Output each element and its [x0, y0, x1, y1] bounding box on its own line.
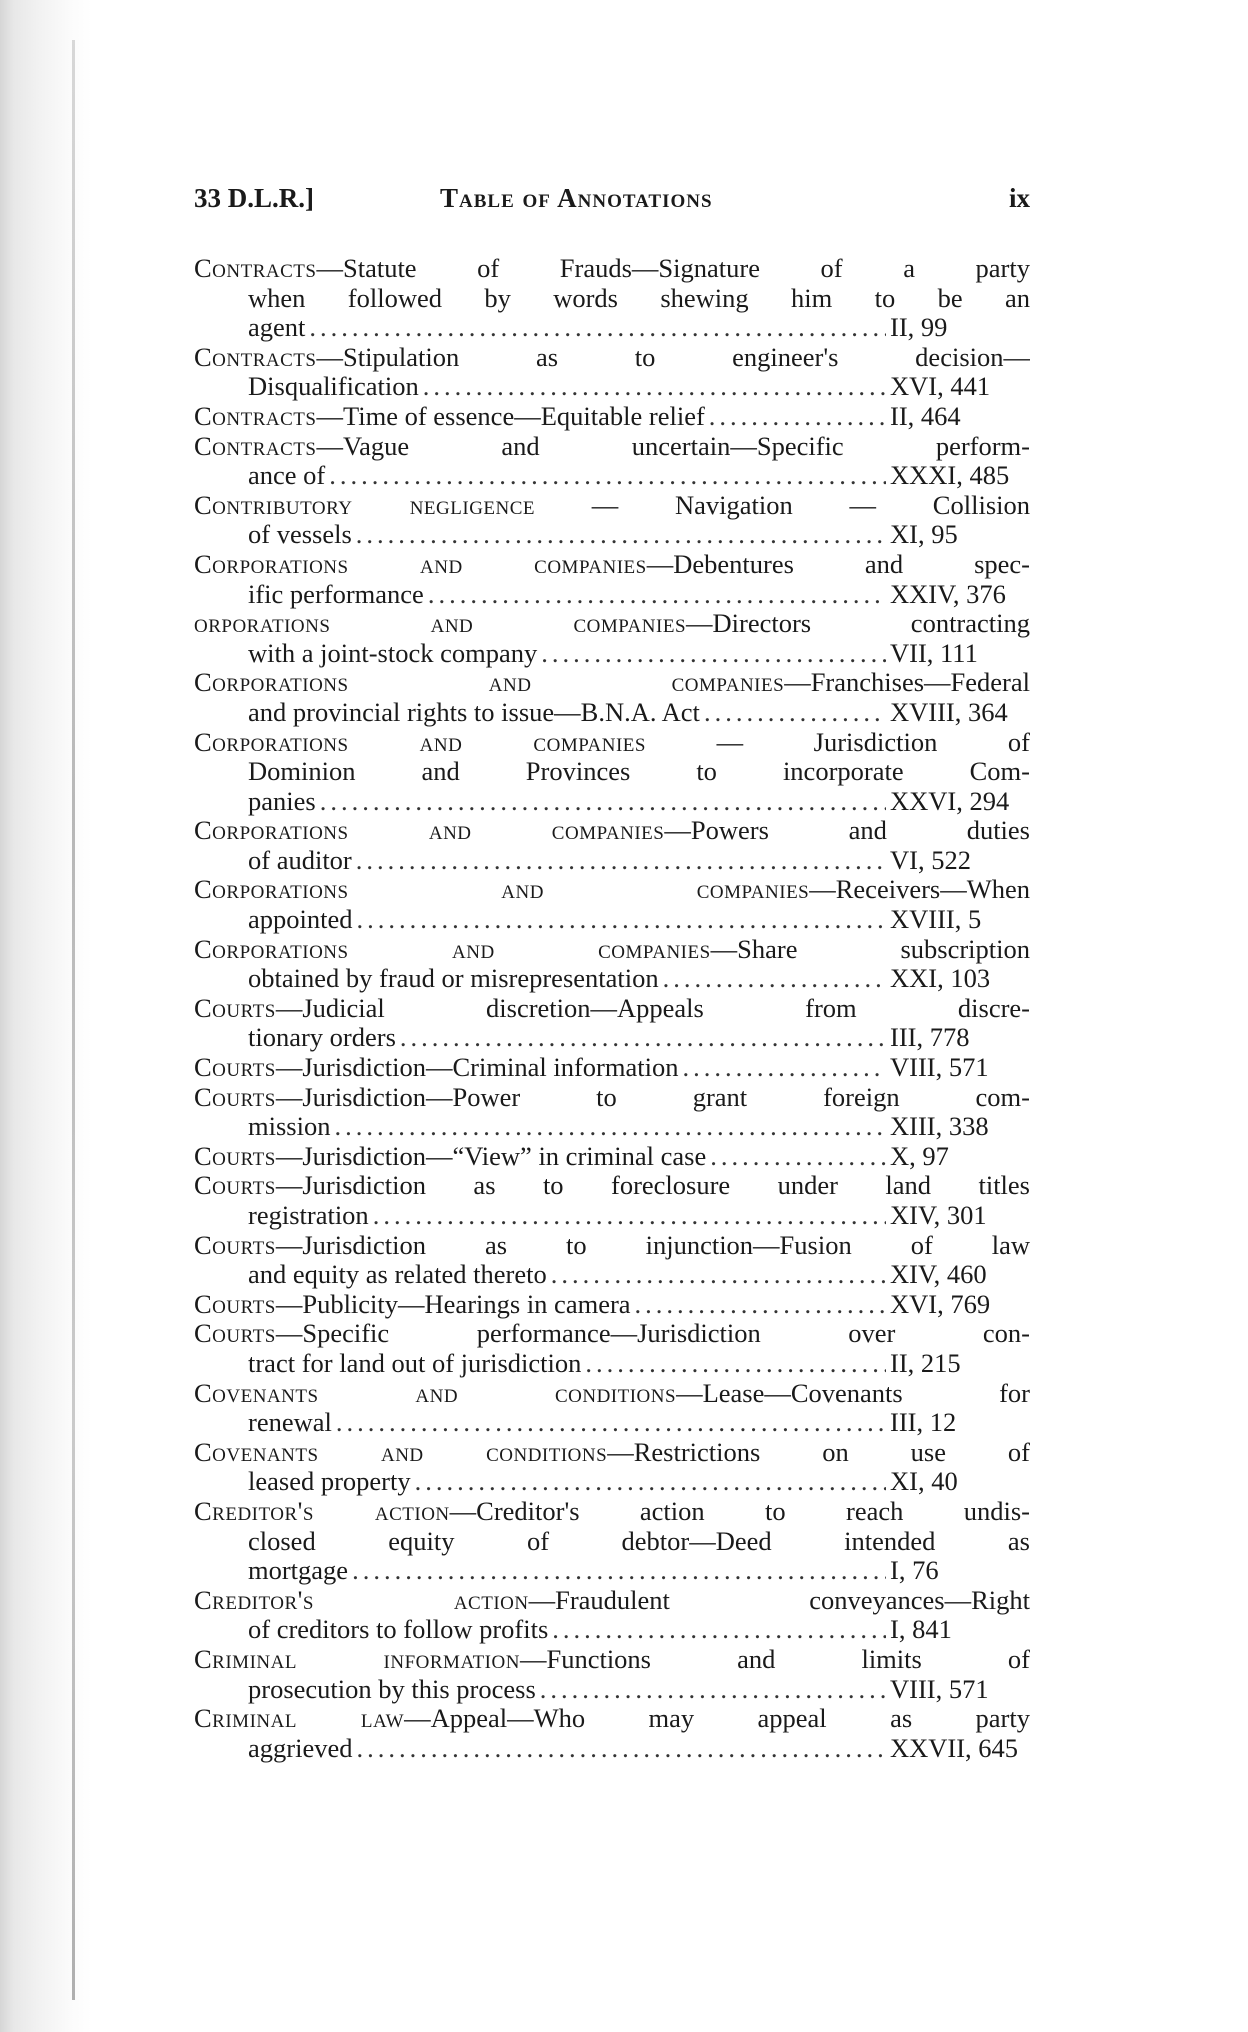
volume-page-reference: XXVI, 294	[890, 786, 1010, 816]
annotation-list	[194, 254, 1030, 1763]
entry-heading: Courts	[194, 1141, 276, 1171]
entry-text	[248, 639, 537, 669]
entry-line	[194, 1645, 1030, 1675]
entry-subject: and equity as related thereto	[248, 1260, 547, 1290]
volume-page-reference: XVIII, 364	[890, 697, 1008, 727]
entry-subject: — Jurisdiction of	[645, 727, 1030, 757]
entry-text	[248, 372, 419, 402]
entry-line	[194, 1438, 1030, 1468]
entry-subject: ance of	[248, 461, 326, 491]
volume-page-reference: I, 841	[890, 1615, 952, 1645]
entry-subject: —Judicial discretion—Appeals from discre-	[275, 993, 1030, 1023]
volume-page-reference: III, 12	[890, 1408, 957, 1438]
entry-heading: Courts	[194, 993, 276, 1023]
entry-heading: Corporations and companies	[194, 549, 647, 579]
entry-subject: —Time of essence—Equitable relief	[316, 401, 705, 431]
entry-text	[248, 1112, 330, 1142]
entry-text	[248, 1023, 396, 1053]
entry-text	[248, 1408, 332, 1438]
entry-line	[194, 1083, 1030, 1113]
annotation-entry	[194, 1231, 1030, 1290]
volume-page-reference: XXIV, 376	[890, 579, 1006, 609]
entry-line	[194, 254, 1030, 284]
volume-page-reference: XIV, 460	[890, 1260, 987, 1290]
entry-final-line	[194, 1260, 1030, 1290]
entry-subject: —Jurisdiction—Power to grant foreign com-	[275, 1082, 1030, 1112]
entry-subject: —Jurisdiction—“View” in criminal case	[275, 1141, 707, 1171]
annotation-entry	[194, 1142, 1030, 1172]
entry-final-line	[194, 964, 1030, 994]
dot-leader	[356, 1734, 886, 1764]
entry-heading: Contributory negligence	[194, 490, 536, 520]
entry-heading: Courts	[194, 1053, 276, 1083]
entry-final-line	[194, 1290, 1030, 1320]
entry-subject: —Publicity—Hearings in camera	[275, 1289, 631, 1319]
entry-line	[194, 284, 1030, 314]
entry-text	[248, 1201, 369, 1231]
entry-subject: —Functions and limits of	[519, 1644, 1030, 1674]
entry-final-line	[194, 1053, 1030, 1083]
annotation-entry	[194, 1083, 1030, 1142]
dot-leader	[356, 846, 886, 876]
entry-subject: mission	[248, 1112, 331, 1142]
entry-subject: panies	[248, 786, 316, 816]
dot-leader	[585, 1349, 886, 1379]
page-number: ix	[1008, 183, 1030, 213]
volume-page-reference: III, 778	[890, 1023, 970, 1053]
dot-leader	[320, 787, 886, 817]
entry-final-line	[194, 1023, 1030, 1053]
annotation-entry	[194, 1053, 1030, 1083]
entry-final-line	[194, 846, 1030, 876]
annotation-entry	[194, 1319, 1030, 1378]
annotation-entry	[194, 343, 1030, 402]
entry-final-line	[194, 905, 1030, 935]
volume-page-reference: VI, 522	[890, 845, 971, 875]
dot-leader	[334, 1112, 886, 1142]
volume-page-reference: VIII, 571	[890, 1674, 989, 1704]
volume-page-reference: XI, 95	[890, 520, 958, 550]
dot-leader	[415, 1467, 886, 1497]
entry-subject: tionary orders	[248, 1023, 396, 1053]
entry-subject: with a joint-stock company	[248, 638, 538, 668]
annotation-entry	[194, 254, 1030, 343]
entry-final-line	[194, 461, 1030, 491]
entry-subject: of creditors to follow profits	[248, 1615, 549, 1645]
entry-text	[248, 964, 659, 994]
annotation-entry	[194, 1645, 1030, 1704]
entry-line	[194, 728, 1030, 758]
entry-subject: obtained by fraud or misrepresentation	[248, 964, 659, 994]
entry-subject: registration	[248, 1201, 369, 1230]
entry-final-line	[194, 1142, 1030, 1172]
entry-heading: Courts	[194, 1082, 276, 1112]
annotation-entry	[194, 1438, 1030, 1497]
entry-subject: —Lease—Covenants for	[676, 1378, 1030, 1408]
dot-leader	[540, 1675, 886, 1705]
annotation-entry	[194, 668, 1030, 727]
entry-line	[194, 550, 1030, 580]
entry-subject: —Appeal—Who may appeal as party	[404, 1704, 1030, 1734]
entry-line	[194, 1527, 1030, 1557]
entry-heading: Corporations and companies	[194, 934, 711, 964]
entry-final-line	[194, 787, 1030, 817]
dot-leader	[357, 905, 887, 935]
entry-heading: Contracts	[194, 254, 317, 283]
entry-line	[194, 994, 1030, 1024]
entry-subject: ific performance	[248, 579, 424, 609]
entry-text	[248, 461, 325, 491]
volume-page-reference: XXXI, 485	[890, 461, 1010, 491]
entry-heading: Contracts	[194, 431, 317, 461]
book-spine-shadow	[0, 0, 92, 2032]
entry-text	[248, 846, 352, 876]
annotation-entry	[194, 994, 1030, 1053]
running-header	[194, 183, 1030, 219]
annotation-entry	[194, 432, 1030, 491]
entry-heading: Courts	[194, 1289, 276, 1319]
dot-leader	[663, 964, 886, 994]
entry-text	[248, 905, 353, 935]
entry-subject: —Powers and duties	[664, 816, 1030, 846]
dot-leader	[682, 1053, 886, 1083]
annotation-entry	[194, 1290, 1030, 1320]
entry-subject: when followed by words shewing him to be an	[248, 283, 1030, 313]
entry-final-line	[194, 1408, 1030, 1438]
dot-leader	[710, 1142, 886, 1172]
entry-heading: Courts	[194, 1171, 276, 1201]
entry-final-line	[194, 1349, 1030, 1379]
annotation-entry	[194, 1171, 1030, 1230]
entry-subject: agent	[248, 313, 306, 343]
entry-text	[248, 1260, 547, 1290]
dot-leader	[541, 639, 886, 669]
entry-subject: —Statute of Frauds—Signature of a party	[316, 254, 1030, 283]
entry-subject: aggrieved	[248, 1733, 353, 1763]
entry-line	[194, 757, 1030, 787]
entry-subject: —Franchises—Federal	[784, 668, 1030, 698]
dot-leader	[423, 372, 886, 402]
entry-line	[194, 816, 1030, 846]
entry-subject: Dominion and Provinces to incorporate Com-	[248, 757, 1030, 787]
dot-leader	[704, 698, 886, 728]
entry-text	[248, 1675, 536, 1705]
entry-subject: renewal	[248, 1408, 332, 1438]
dot-leader	[551, 1260, 886, 1290]
entry-subject: of auditor	[248, 845, 352, 875]
entry-heading: Corporations and companies	[194, 727, 646, 757]
entry-final-line	[194, 1615, 1030, 1645]
entry-final-line	[194, 1201, 1030, 1231]
entry-subject: prosecution by this process	[248, 1674, 536, 1704]
entry-subject: —Share subscription	[710, 934, 1030, 964]
volume-page-reference: XXI, 103	[890, 964, 991, 994]
entry-heading: Contracts	[194, 342, 317, 372]
entry-heading: Corporations and companies	[194, 668, 785, 698]
entry-subject: Disqualification	[248, 372, 419, 402]
entry-line	[194, 491, 1030, 521]
dot-leader	[635, 1290, 886, 1320]
dot-leader	[336, 1408, 886, 1438]
annotation-entry	[194, 491, 1030, 550]
entry-subject: —Vague and uncertain—Specific perform-	[316, 431, 1030, 461]
annotation-entry	[194, 550, 1030, 609]
entry-text	[248, 1615, 548, 1645]
annotation-entry	[194, 816, 1030, 875]
entry-line	[194, 1704, 1030, 1734]
annotation-entry	[194, 402, 1030, 432]
entry-subject: —Stipulation as to engineer's decision—	[316, 342, 1030, 372]
entry-subject: —Debentures and spec-	[646, 549, 1030, 579]
entry-line	[194, 343, 1030, 373]
entry-subject: —Jurisdiction as to injunction—Fusion of law	[275, 1230, 1030, 1260]
entry-heading: Corporations and companies	[194, 816, 665, 846]
entry-heading: Corporations and companies	[194, 875, 810, 905]
entry-text	[194, 1290, 631, 1320]
annotation-entry	[194, 1497, 1030, 1586]
entry-final-line	[194, 1734, 1030, 1764]
gutter-line	[72, 40, 75, 2000]
entry-text	[248, 787, 316, 817]
entry-text	[248, 520, 352, 550]
entry-line	[194, 609, 1030, 639]
entry-heading: Creditor's action	[194, 1585, 529, 1615]
entry-subject: —Fraudulent conveyances—Right	[528, 1585, 1030, 1615]
entry-final-line	[194, 580, 1030, 610]
entry-line	[194, 875, 1030, 905]
entry-subject: —Receivers—When	[809, 875, 1030, 905]
entry-final-line	[194, 698, 1030, 728]
entry-heading: Covenants and conditions	[194, 1437, 608, 1467]
entry-final-line	[194, 1675, 1030, 1705]
volume-page-reference: II, 464	[890, 401, 961, 431]
entry-final-line	[194, 313, 1030, 343]
entry-final-line	[194, 1112, 1030, 1142]
volume-page-reference: XVIII, 5	[890, 905, 982, 935]
dot-leader	[329, 461, 886, 491]
entry-line	[194, 935, 1030, 965]
entry-line	[194, 1319, 1030, 1349]
volume-page-reference: I, 76	[890, 1556, 939, 1586]
entry-text	[248, 580, 424, 610]
dot-leader	[352, 1556, 886, 1586]
entry-text	[248, 313, 305, 343]
volume-page-reference: VIII, 571	[890, 1053, 989, 1083]
entry-final-line	[194, 1556, 1030, 1586]
entry-subject: —Specific performance—Jurisdiction over con-	[275, 1319, 1030, 1349]
annotation-entry	[194, 609, 1030, 668]
entry-subject: —Jurisdiction as to foreclosure under land titles	[275, 1171, 1030, 1201]
entry-subject: —Directors contracting	[686, 609, 1030, 639]
entry-text	[248, 698, 700, 728]
entry-text	[194, 402, 705, 432]
entry-subject: of vessels	[248, 520, 352, 550]
entry-line	[194, 1586, 1030, 1616]
dot-leader	[428, 580, 886, 610]
entry-subject: leased property	[248, 1467, 411, 1497]
volume-page-reference: XI, 40	[890, 1467, 958, 1497]
annotation-entry	[194, 1586, 1030, 1645]
entry-final-line	[194, 402, 1030, 432]
entry-heading: Contracts	[194, 401, 317, 431]
entry-subject: —Restrictions on use of	[607, 1437, 1030, 1467]
dot-leader	[356, 520, 886, 550]
dot-leader	[373, 1201, 886, 1231]
dot-leader	[552, 1615, 886, 1645]
volume-page-reference: XVI, 441	[890, 372, 991, 402]
volume-reference: 33 D.L.R.]	[194, 183, 314, 213]
entry-text	[248, 1467, 411, 1497]
entry-heading: Courts	[194, 1230, 276, 1260]
entry-heading: Courts	[194, 1319, 276, 1349]
entry-text	[248, 1349, 581, 1379]
entry-heading: Criminal law	[194, 1704, 405, 1734]
entry-text	[194, 1142, 706, 1172]
volume-page-reference: XIII, 338	[890, 1112, 989, 1142]
entry-line	[194, 1171, 1030, 1201]
entry-final-line	[194, 520, 1030, 550]
volume-page-reference: II, 99	[890, 313, 948, 343]
entry-subject: —Jurisdiction—Criminal information	[275, 1053, 679, 1083]
entry-line	[194, 432, 1030, 462]
entry-heading: orporations and companies	[194, 609, 687, 639]
dot-leader	[709, 402, 886, 432]
volume-page-reference: XVI, 769	[890, 1289, 991, 1319]
entry-line	[194, 1231, 1030, 1261]
entry-heading: Creditor's action	[194, 1496, 450, 1526]
annotation-entry	[194, 875, 1030, 934]
entry-line	[194, 1379, 1030, 1409]
volume-page-reference: X, 97	[890, 1141, 949, 1171]
entry-final-line	[194, 1467, 1030, 1497]
dot-leader	[309, 313, 886, 343]
page-title: Table of Annotations	[440, 183, 713, 213]
entry-heading: Criminal information	[194, 1644, 520, 1674]
entry-subject: appointed	[248, 905, 353, 935]
entry-heading: Covenants and conditions	[194, 1378, 677, 1408]
entry-text	[248, 1556, 348, 1586]
entry-line	[194, 1497, 1030, 1527]
volume-page-reference: VII, 111	[890, 638, 978, 668]
annotation-entry	[194, 1704, 1030, 1763]
dot-leader	[400, 1023, 886, 1053]
annotation-entry	[194, 935, 1030, 994]
entry-subject: and provincial rights to issue—B.N.A. Act	[248, 697, 700, 727]
entry-line	[194, 668, 1030, 698]
annotation-entry	[194, 1379, 1030, 1438]
entry-final-line	[194, 639, 1030, 669]
entry-subject: mortgage	[248, 1556, 349, 1586]
volume-page-reference: XXVII, 645	[890, 1733, 1019, 1763]
entry-subject: — Navigation — Collision	[535, 490, 1030, 520]
entry-text	[194, 1053, 678, 1083]
entry-subject: closed equity of debtor—Deed intended as	[248, 1526, 1030, 1556]
entry-text	[248, 1734, 352, 1764]
annotation-entry	[194, 728, 1030, 817]
volume-page-reference: XIV, 301	[890, 1201, 987, 1230]
volume-page-reference: II, 215	[890, 1348, 961, 1378]
entry-final-line	[194, 372, 1030, 402]
entry-subject: —Creditor's action to reach undis-	[449, 1496, 1030, 1526]
entry-subject: tract for land out of jurisdiction	[248, 1348, 582, 1378]
